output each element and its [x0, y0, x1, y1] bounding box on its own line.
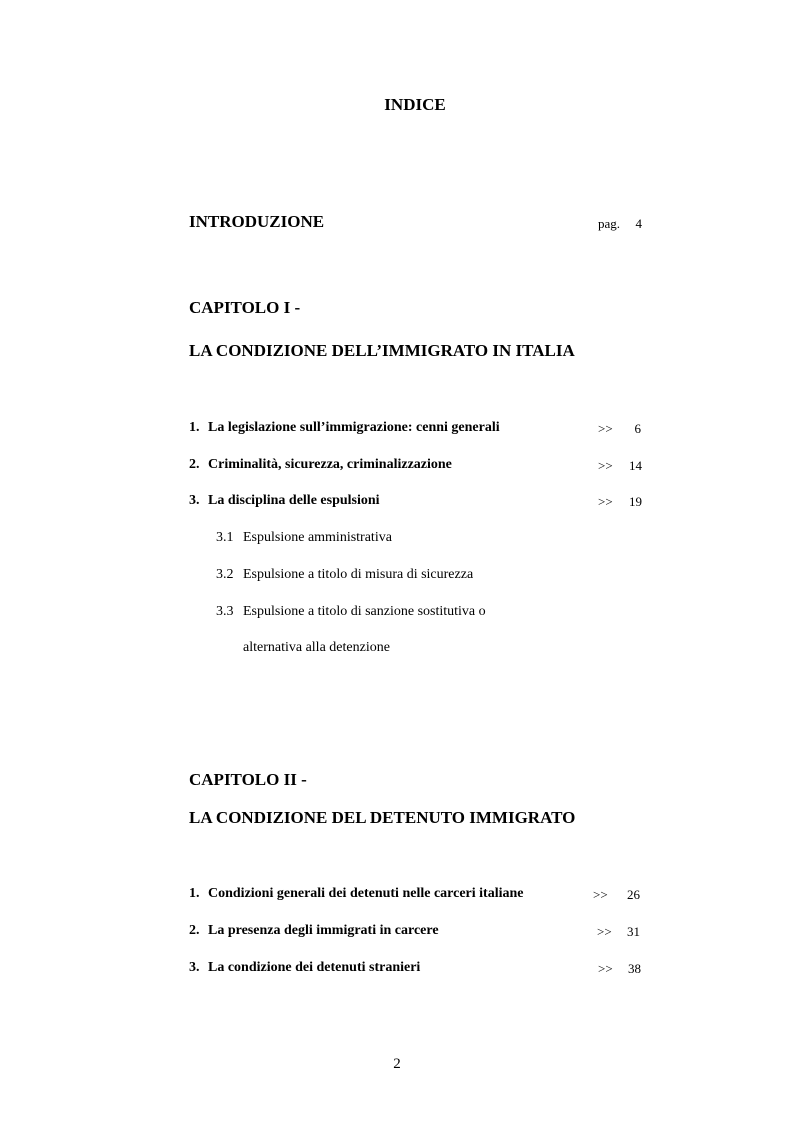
chapter1-heading: CAPITOLO I -: [189, 298, 301, 317]
chapter2-item-3-page: 38: [628, 961, 641, 976]
chapter2-item-1-page: 26: [627, 887, 640, 902]
chapter2-item-3-label: La condizione dei detenuti stranieri: [208, 960, 421, 975]
chapter1-item-1-marker: >>: [598, 421, 613, 436]
chapter2-item-2-marker: >>: [597, 924, 612, 939]
chapter2-item-1-label: Condizioni generali dei detenuti nelle carceri italiane: [208, 886, 524, 901]
chapter2-heading: CAPITOLO II -: [189, 770, 307, 789]
chapter1-item-2-num: 2.: [189, 457, 200, 472]
chapter2-item-2-num: 2.: [189, 923, 200, 938]
chapter1-item-2-label: Criminalità, sicurezza, criminalizzazione: [208, 457, 452, 472]
chapter1-subitem-3-num: 3.3: [216, 604, 234, 619]
page-title: INDICE: [384, 95, 446, 114]
chapter1-item-1-page: 6: [634, 421, 641, 436]
chapter1-item-3-marker: >>: [598, 494, 613, 509]
chapter1-item-3-label: La disciplina delle espulsioni: [208, 493, 380, 508]
introduction-page-prefix: pag.: [598, 216, 621, 231]
chapter1-subitem-2-label: Espulsione a titolo di misura di sicurezza: [243, 567, 474, 582]
chapter2-title: LA CONDIZIONE DEL DETENUTO IMMIGRATO: [189, 808, 576, 827]
chapter1-subitem-1-num: 3.1: [216, 530, 234, 545]
chapter1-subitem-1-label: Espulsione amministrativa: [243, 530, 392, 545]
chapter2-item-2-page: 31: [627, 924, 640, 939]
chapter1-subitem-3-continuation: alternativa alla detenzione: [243, 640, 390, 655]
introduction-page: 4: [635, 216, 642, 231]
chapter2-item-3-num: 3.: [189, 960, 200, 975]
page-number: 2: [393, 1056, 401, 1072]
chapter1-item-1-num: 1.: [189, 420, 200, 435]
chapter1-subitem-3-label: Espulsione a titolo di sanzione sostitutiva o: [243, 604, 486, 619]
chapter1-title: LA CONDIZIONE DELL’IMMIGRATO IN ITALIA: [189, 341, 575, 360]
chapter2-item-1-marker: >>: [593, 887, 608, 902]
chapter2-item-2-label: La presenza degli immigrati in carcere: [208, 923, 439, 938]
chapter1-item-1-label: La legislazione sull’immigrazione: cenni generali: [208, 420, 500, 435]
chapter1-item-2-page: 14: [629, 458, 642, 473]
chapter2-item-1-num: 1.: [189, 886, 200, 901]
chapter1-item-2-marker: >>: [598, 458, 613, 473]
chapter1-subitem-2-num: 3.2: [216, 567, 234, 582]
chapter1-item-3-page: 19: [629, 494, 642, 509]
chapter1-item-3-num: 3.: [189, 493, 200, 508]
chapter2-item-3-marker: >>: [598, 961, 613, 976]
introduction-label: INTRODUZIONE: [189, 212, 325, 231]
